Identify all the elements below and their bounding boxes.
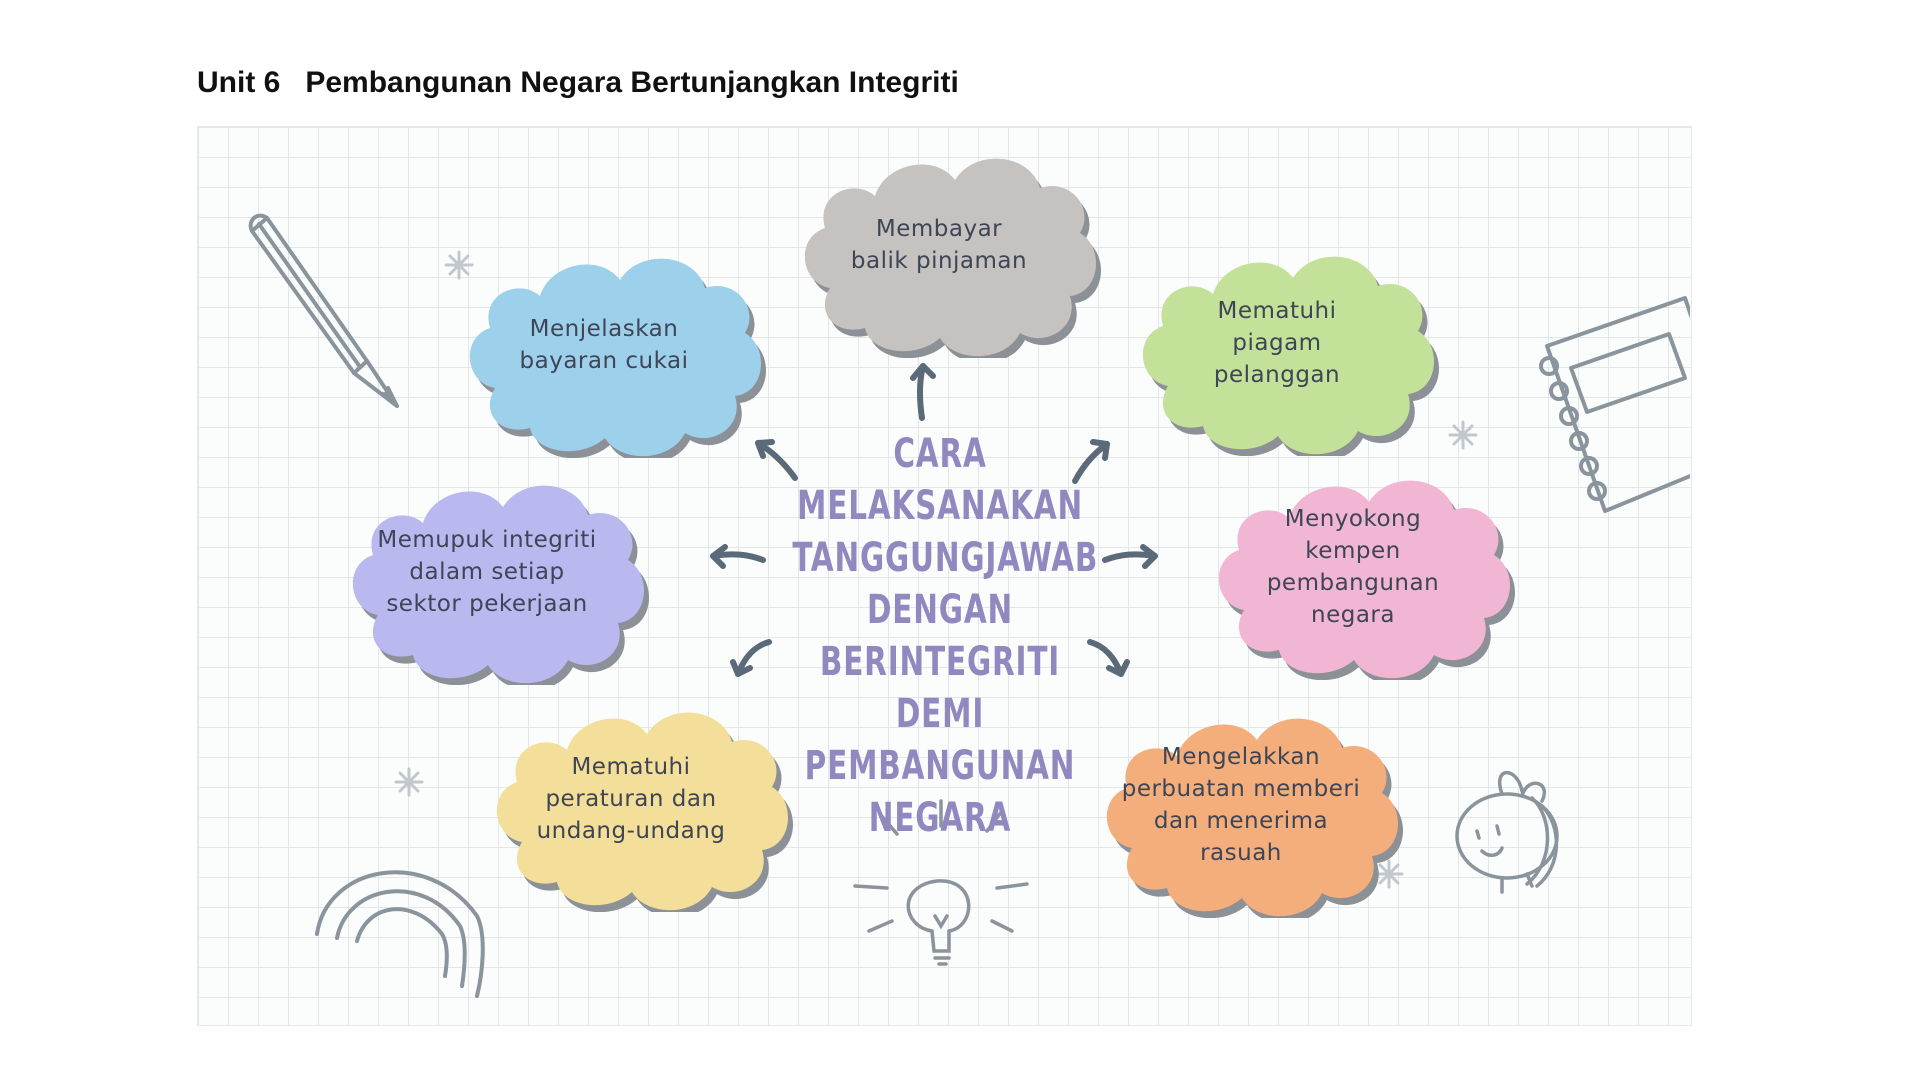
center-title-line: BERINTEGRITI DEMI — [819, 639, 1061, 737]
cloud-top — [790, 138, 1102, 358]
cloud-text-line: kempen — [1305, 538, 1401, 564]
cloud-text-line: peraturan dan — [545, 786, 717, 812]
center-title-line: TANGGUNGJAWAB — [792, 535, 1099, 581]
center-title-line: DENGAN — [866, 587, 1014, 633]
cloud-upper-right — [1128, 236, 1440, 456]
cloud-text-line: Mematuhi — [571, 754, 691, 780]
cloud-text-line: Membayar — [875, 216, 1003, 242]
cloud-text-line: perbuatan memberi — [1121, 776, 1361, 802]
center-title-line: CARA — [893, 431, 987, 477]
cloud-text-line: undang-undang — [536, 818, 726, 844]
cloud-text — [1204, 460, 1502, 674]
center-title-line: MELAKSANAKAN — [797, 483, 1083, 529]
cloud-text-line: negara — [1311, 602, 1395, 628]
rainbow-icon — [317, 872, 483, 996]
pencil-icon — [251, 216, 397, 406]
cloud-text — [338, 465, 636, 679]
cloud-text — [455, 238, 753, 452]
cloud-middle-right — [1204, 460, 1516, 680]
cloud-text — [1092, 698, 1390, 912]
cloud-text-line: sektor pekerjaan — [386, 591, 588, 617]
cloud-text-line: dalam setiap — [409, 559, 565, 585]
cloud-lower-right — [1092, 698, 1404, 918]
center-title-line: PEMBANGUNAN — [804, 743, 1076, 789]
cloud-text — [1128, 236, 1426, 450]
bee-icon — [1457, 773, 1557, 892]
cloud-text-line: Menyokong — [1284, 506, 1422, 532]
cloud-middle-left — [338, 465, 650, 685]
cloud-text-line: pembangunan — [1266, 570, 1440, 596]
arrow-middle-right — [1105, 554, 1155, 560]
page-title: Unit 6 Pembangunan Negara Bertunjangkan Integriti — [197, 66, 959, 99]
cloud-text-line: Mematuhi — [1217, 298, 1337, 324]
cloud-upper-left — [455, 238, 767, 458]
arrow-middle-left — [713, 554, 763, 560]
cloud-text-line: pelanggan — [1213, 362, 1341, 388]
cloud-text-line: dan menerima — [1153, 808, 1329, 834]
cloud-text-line: Menjelaskan — [529, 316, 679, 342]
cloud-text — [790, 138, 1088, 352]
cloud-text-line: Memupuk integriti — [377, 527, 597, 553]
cloud-text-line: bayaran cukai — [519, 348, 689, 374]
cloud-lower-left — [482, 692, 794, 912]
cloud-text-line: Mengelakkan — [1161, 744, 1321, 770]
center-title — [792, 428, 1099, 844]
cloud-text-line: rasuah — [1200, 840, 1282, 866]
center-title-line: NEGARA — [868, 795, 1012, 841]
cloud-text-line: balik pinjaman — [850, 248, 1028, 274]
notebook-icon — [1541, 298, 1690, 511]
cloud-text-line: piagam — [1232, 330, 1322, 356]
cloud-text — [482, 692, 780, 906]
